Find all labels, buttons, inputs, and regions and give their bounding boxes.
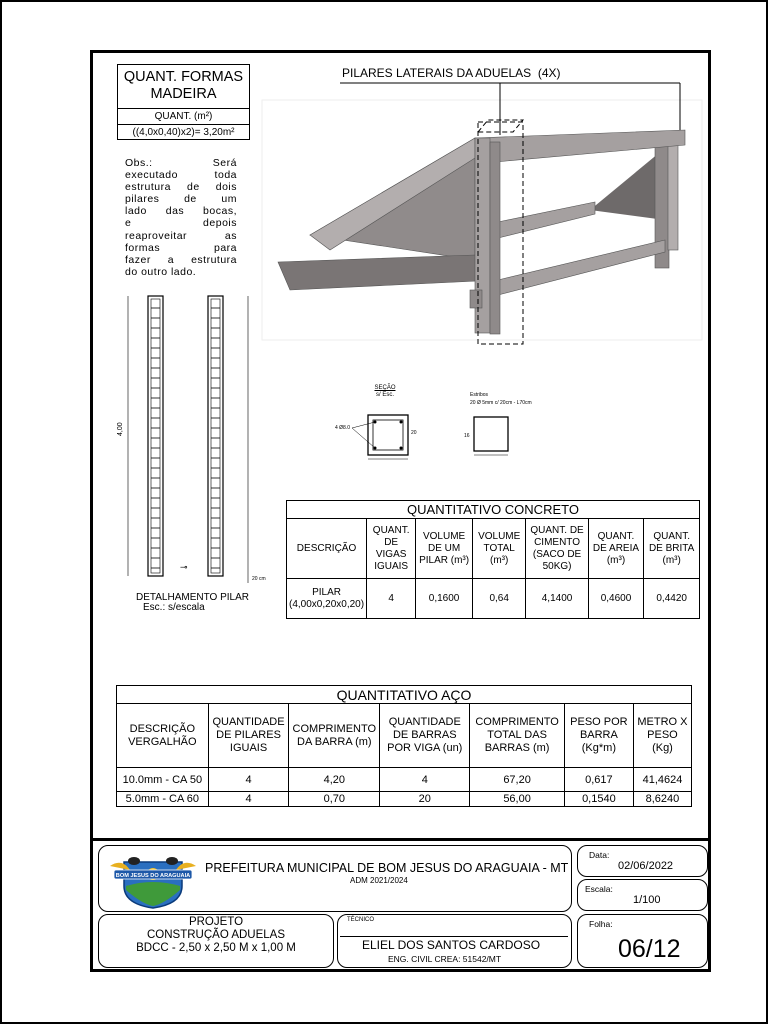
concrete-table-title: QUANTITATIVO CONCRETO bbox=[287, 501, 700, 519]
steel-cell: 10.0mm - CA 50 bbox=[117, 768, 209, 792]
top-beam bbox=[475, 130, 685, 162]
forms-title-line2: MADEIRA bbox=[150, 86, 217, 102]
obs-line: formas para bbox=[125, 241, 237, 254]
scale-label: Escala: bbox=[585, 884, 613, 894]
stirrup-title: Estribos bbox=[470, 392, 489, 398]
stirrup-spec: 20 Ø 5mm c/ 20cm - L70cm bbox=[470, 400, 532, 406]
technician-crea: ENG. CIVIL CREA: 51542/MT bbox=[388, 954, 502, 964]
obs-line: fazer a estrutura bbox=[125, 253, 237, 266]
concrete-header: QUANT. DE CIMENTO (SACO DE 50KG) bbox=[526, 519, 588, 579]
concrete-cell: 4,1400 bbox=[526, 579, 588, 619]
obs-line: estrutura de dois bbox=[125, 181, 237, 194]
steel-header: METRO X PESO (Kg) bbox=[633, 704, 691, 768]
project-line2: BDCC - 2,50 x 2,50 M x 1,00 M bbox=[136, 942, 296, 954]
pillar-caption-title: DETALHAMENTO PILAR bbox=[136, 592, 249, 603]
rebar bbox=[400, 421, 403, 424]
steel-header: COMPRIMENTO TOTAL DAS BARRAS (m) bbox=[470, 704, 565, 768]
steel-cell: 56,00 bbox=[470, 792, 565, 807]
concrete-header: VOLUME DE UM PILAR (m³) bbox=[416, 519, 473, 579]
steel-cell: 4,20 bbox=[289, 768, 380, 792]
forms-value: ((4,0x0,40)x2)= 3,20m² bbox=[132, 127, 235, 138]
steel-cell: 0,617 bbox=[564, 768, 633, 792]
section-stirrup bbox=[373, 420, 403, 450]
steel-header: QUANTIDADE DE PILARES IGUAIS bbox=[208, 704, 289, 768]
steel-cell: 5.0mm - CA 60 bbox=[117, 792, 209, 807]
adm-period: ADM 2021/2024 bbox=[350, 876, 408, 885]
pillar-detail-drawing bbox=[108, 288, 278, 588]
dimension-label: 4,00 bbox=[117, 422, 124, 436]
technician-label: TÉCNICO bbox=[347, 917, 374, 923]
section-title bbox=[370, 385, 400, 399]
rebar bbox=[400, 447, 403, 450]
concrete-cell: 0,64 bbox=[472, 579, 525, 619]
leader-line bbox=[352, 428, 375, 448]
section-detail-drawing bbox=[340, 405, 530, 470]
obs-line: executado toda bbox=[125, 169, 237, 182]
concrete-cell: 0,1600 bbox=[416, 579, 473, 619]
steel-cell: 4 bbox=[208, 792, 289, 807]
obs-line: pilares de um bbox=[125, 193, 237, 206]
project-label: PROJETO bbox=[188, 916, 244, 928]
obs-line: do outro lado. bbox=[125, 265, 197, 278]
steel-cell: 8,6240 bbox=[633, 792, 691, 807]
steel-cell: 0,1540 bbox=[564, 792, 633, 807]
crest-banner-text: BOM JESUS DO ARAGUAIA bbox=[115, 873, 191, 879]
steel-cell: 4 bbox=[208, 768, 289, 792]
steel-cell: 0,70 bbox=[289, 792, 380, 807]
section-dim-label: 20 bbox=[411, 430, 417, 436]
concrete-cell: 4 bbox=[367, 579, 416, 619]
org-name: PREFEITURA MUNICIPAL DE BOM JESUS DO ARAGUAIA - MT bbox=[205, 861, 569, 875]
concrete-header: VOLUME TOTAL (m³) bbox=[472, 519, 525, 579]
stirrups bbox=[151, 308, 160, 568]
pillar-inner bbox=[151, 299, 160, 573]
wing-wall-back bbox=[590, 148, 665, 220]
steel-header: COMPRIMENTO DA BARRA (m) bbox=[289, 704, 380, 768]
date-label: Data: bbox=[589, 850, 610, 860]
technician-name: ELIEL DOS SANTOS CARDOSO bbox=[362, 938, 541, 952]
obs-note bbox=[125, 157, 237, 278]
concrete-header: QUANT. DE BRITA (m³) bbox=[644, 519, 700, 579]
middle-beam bbox=[498, 202, 595, 238]
crest-bird bbox=[166, 857, 178, 865]
steel-cell: 4 bbox=[380, 768, 470, 792]
sheet-label: Folha: bbox=[589, 919, 613, 929]
concrete-cell: 0,4420 bbox=[644, 579, 700, 619]
steel-header: DESCRIÇÃO VERGALHÃO bbox=[117, 704, 209, 768]
tie-symbol: ⊸ bbox=[180, 562, 188, 572]
concrete-cell: 0,4600 bbox=[588, 579, 644, 619]
forms-title bbox=[118, 65, 249, 109]
sheet-number: 06/12 bbox=[618, 935, 681, 963]
steel-cell: 41,4624 bbox=[633, 768, 691, 792]
section-scale-text: s/ Esc. bbox=[375, 392, 394, 398]
concrete-cell: PILAR (4,00x0,20x0,20) bbox=[287, 579, 367, 619]
section-title-text: SEÇÃO bbox=[374, 385, 396, 391]
municipal-crest-logo bbox=[104, 852, 202, 910]
dimension-label: 20 cm bbox=[252, 576, 266, 582]
stirrup-dim-label: 16 bbox=[464, 433, 470, 439]
stirrup-shape bbox=[474, 417, 508, 451]
pillar-caption bbox=[136, 593, 249, 613]
forms-unit: QUANT. (m²) bbox=[118, 109, 249, 125]
date-value: 02/06/2022 bbox=[618, 860, 674, 872]
concrete-header: DESCRIÇÃO bbox=[287, 519, 367, 579]
pillar-foot bbox=[470, 290, 482, 308]
concrete-header: QUANT. DE VIGAS IGUAIS bbox=[367, 519, 416, 579]
bottom-slab bbox=[278, 255, 498, 290]
obs-line: lado das bocas, bbox=[125, 205, 237, 218]
obs-line: reaproveitar as bbox=[125, 229, 237, 242]
steel-cell: 67,20 bbox=[470, 768, 565, 792]
section-bar-label: 4 Ø8.0 bbox=[335, 425, 351, 431]
pillar-inner bbox=[211, 299, 220, 573]
title-block-divider bbox=[93, 838, 708, 841]
obs-line: Obs.: Será bbox=[125, 157, 237, 169]
concrete-table bbox=[286, 500, 700, 619]
steel-cell: 20 bbox=[380, 792, 470, 807]
front-pillar-side bbox=[490, 142, 500, 334]
steel-table bbox=[116, 685, 692, 807]
project-text bbox=[98, 916, 334, 955]
crest-bird bbox=[128, 857, 140, 865]
forms-title-line1: QUANT. FORMAS bbox=[123, 69, 244, 85]
callout-title: PILARES LATERAIS DA ADUELAS (4X) bbox=[342, 66, 561, 80]
obs-line: e depois bbox=[125, 217, 237, 230]
forms-box bbox=[117, 64, 250, 140]
back-leg bbox=[668, 132, 678, 250]
leader-line bbox=[352, 422, 375, 428]
project-line1: CONSTRUÇÃO ADUELAS bbox=[146, 929, 286, 941]
steel-table-title: QUANTITATIVO AÇO bbox=[117, 686, 692, 704]
steel-header: PESO POR BARRA (Kg*m) bbox=[564, 704, 633, 768]
scale-value: 1/100 bbox=[633, 894, 661, 906]
steel-header: QUANTIDADE DE BARRAS POR VIGA (un) bbox=[380, 704, 470, 768]
culvert-3d-drawing bbox=[260, 80, 705, 350]
signature-line bbox=[340, 936, 568, 937]
concrete-header: QUANT. DE AREIA (m³) bbox=[588, 519, 644, 579]
pillar-caption-scale: Esc.: s/escala bbox=[143, 602, 205, 613]
stirrups bbox=[211, 308, 220, 568]
